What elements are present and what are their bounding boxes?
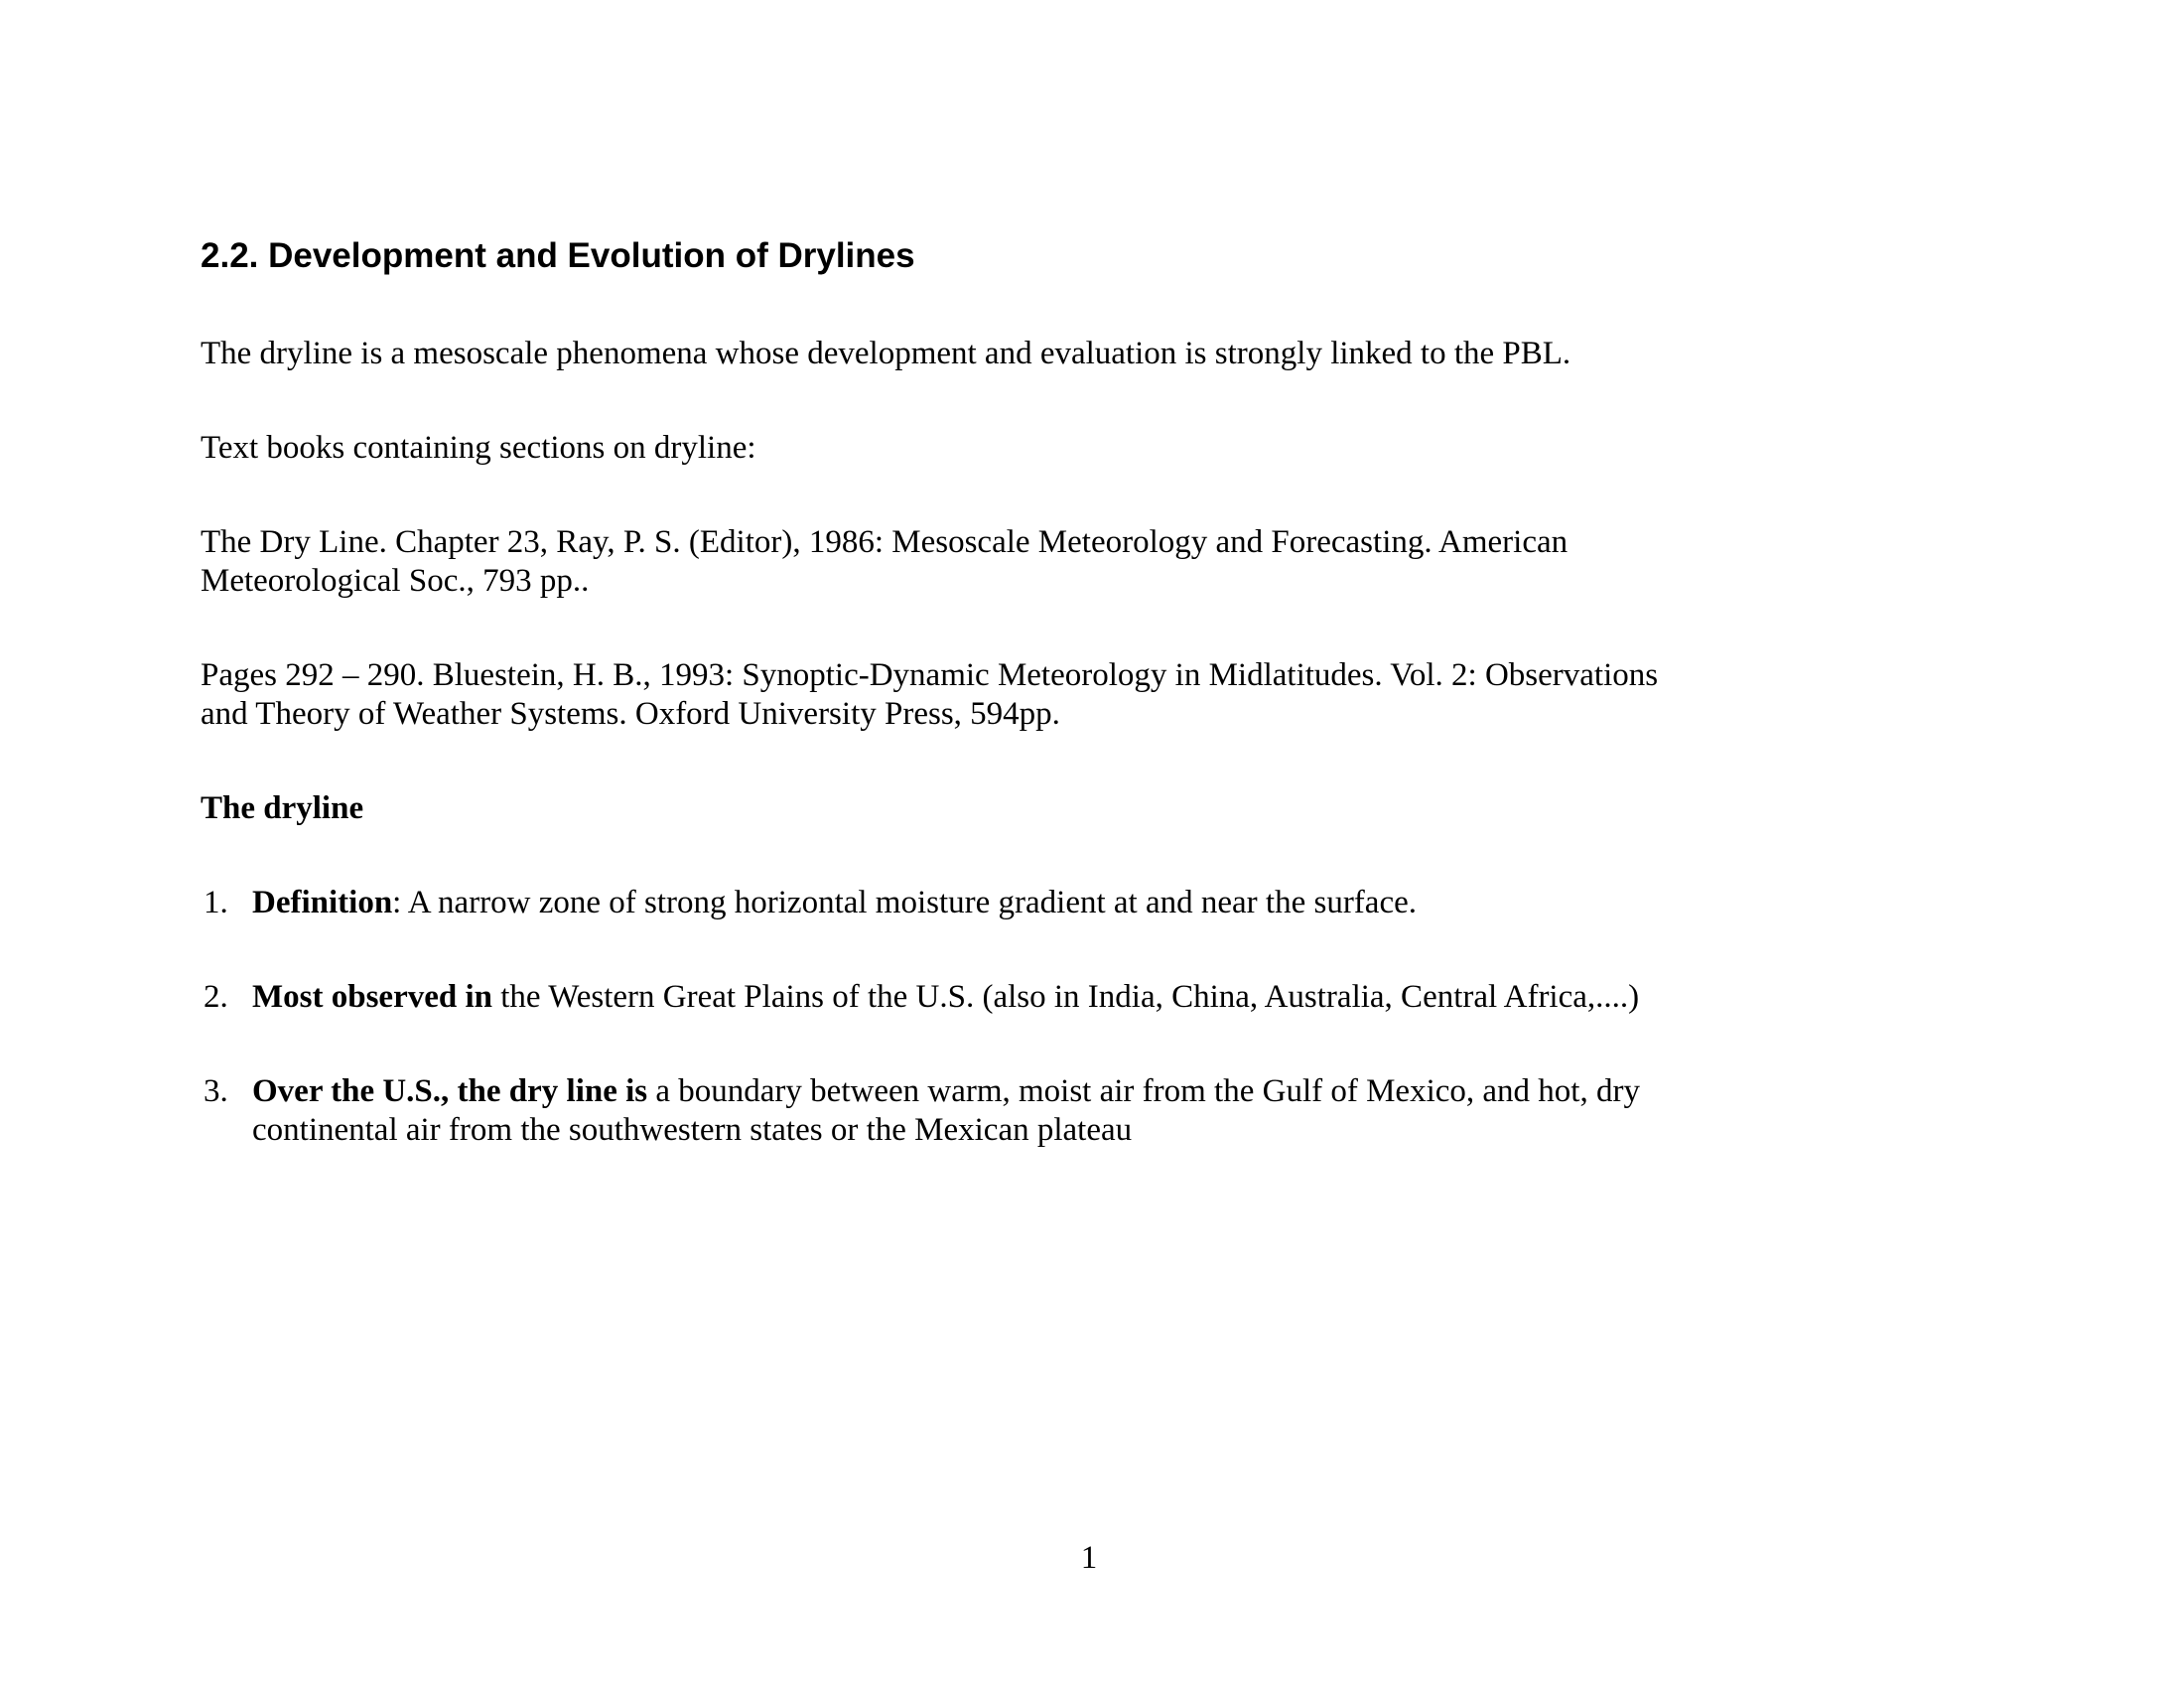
intro-paragraph: [201, 335, 1987, 373]
document-page: [201, 236, 1987, 1205]
list-body-text: the Western Great Plains of the U.S. (also in India, China, Australia, Central Africa,....): [492, 979, 1640, 1015]
page-number: 1: [1080, 1540, 1098, 1576]
list-number: 2.: [204, 979, 228, 1015]
reference-2-line-1: Pages 292 – 290. Bluestein, H. B., 1993: Synoptic-Dynamic Meteorology in Midlatitudes. Vol. 2: Observations: [201, 657, 1659, 693]
list-item-over-the-us: [201, 1072, 1987, 1150]
reference-1: [201, 523, 1987, 601]
list-item-most-observed: [201, 978, 1987, 1017]
list-lead-text: Most observed in: [252, 979, 492, 1015]
reference-2: [201, 656, 1987, 734]
list-body-text: : A narrow zone of strong horizontal moisture gradient at and near the surface.: [392, 885, 1417, 920]
dryline-list: [201, 884, 1987, 1150]
reference-2-line-2: and Theory of Weather Systems. Oxford University Press, 594pp.: [201, 696, 1060, 732]
subheading-the-dryline: The dryline: [201, 790, 364, 826]
list-body-text-line-2: continental air from the southwestern states or the Mexican plateau: [252, 1112, 1133, 1148]
list-number: 3.: [204, 1073, 228, 1109]
list-lead-text: Over the U.S., the dry line is: [252, 1073, 648, 1109]
list-body-text: a boundary between warm, moist air from the Gulf of Mexico, and hot, dry: [647, 1073, 1640, 1109]
textbooks-intro-text: Text books containing sections on dryline:: [201, 430, 756, 466]
list-lead-text: Definition: [252, 885, 393, 920]
textbooks-intro-paragraph: [201, 429, 1987, 468]
reference-1-line-1: The Dry Line. Chapter 23, Ray, P. S. (Editor), 1986: Mesoscale Meteorology and Forecasting. American: [201, 524, 1569, 560]
reference-1-line-2: Meteorological Soc., 793 pp..: [201, 563, 590, 599]
intro-text: The dryline is a mesoscale phenomena whose development and evaluation is strongly linked to the PBL.: [201, 336, 1571, 371]
page-title: 2.2. Development and Evolution of Drylines: [201, 236, 915, 275]
list-number: 1.: [204, 885, 228, 920]
list-item-definition: [201, 884, 1987, 922]
